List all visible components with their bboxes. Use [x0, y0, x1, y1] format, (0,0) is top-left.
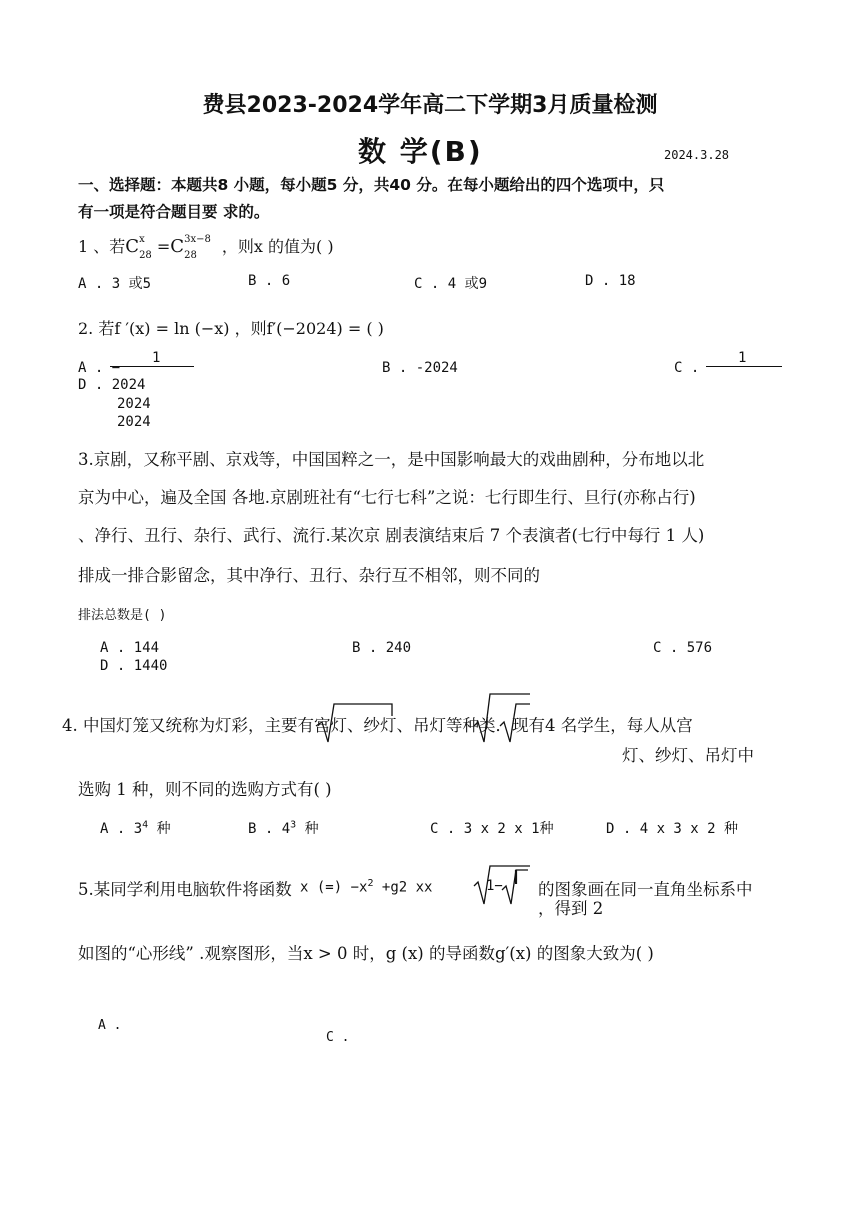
- q1-formula-c1: C: [125, 236, 140, 257]
- q2-option-c-numerator: 1: [738, 350, 747, 366]
- q1-option-d: D . 18: [585, 273, 636, 289]
- section-heading-line1: 一、选择题：本题共8 小题，每小题5 分，共40 分。在每小题给出的四个选项中，只: [78, 176, 665, 194]
- q2-option-c-denominator: 2024: [117, 414, 151, 430]
- q1-sup-a: x: [139, 234, 145, 245]
- q1-formula-c2: C: [170, 236, 185, 257]
- subject-title: 数 学(B): [358, 135, 483, 168]
- q1-option-c: C . 4 或9: [414, 276, 488, 292]
- q5-tail: 的图象画在同一直角坐标系中: [538, 880, 753, 899]
- radical-icon: [474, 694, 530, 742]
- q5-lead: 5.某同学利用电脑软件将函数: [78, 880, 292, 899]
- q4-option-c: C . 3 x 2 x 1种: [430, 821, 554, 837]
- q3-line4: 排成一排合影留念，其中净行、丑行、杂行互不相邻，则不同的: [78, 566, 540, 585]
- q1-option-a: A . 3 或5: [78, 276, 152, 292]
- q4-option-b-exponent: 3: [290, 819, 297, 831]
- radical-icon: [316, 704, 392, 742]
- q4-line2: 灯、纱灯、吊灯中: [622, 746, 754, 765]
- q2-option-c: C .: [674, 360, 700, 376]
- q4-line3: 选购 1 种，则不同的选购方式有( ): [78, 780, 332, 799]
- q5-sqrt-text: 1−: [486, 878, 503, 894]
- radical-icon: [474, 866, 530, 904]
- q4-option-b-unit: 种: [296, 821, 319, 837]
- q3-line3: 、净行、丑行、杂行、武行、流行.某次京 剧表演结束后 7 个表演者(七行中每行 1 人): [78, 526, 705, 545]
- q5-option-a: A .: [98, 1018, 122, 1033]
- q1-sub-b: 28: [184, 250, 197, 261]
- q3-option-a: A . 144: [100, 640, 160, 656]
- exam-title: 费县2023-2024学年高二下学期3月质量检测: [202, 93, 658, 118]
- q4-option-a-base: A . 3: [100, 821, 143, 837]
- q3-option-c: C . 576: [653, 640, 713, 656]
- q3-option-d: D . 1440: [100, 658, 168, 674]
- q1-tail: ，则x 的值为( ): [221, 237, 334, 256]
- q1-option-b: B . 6: [248, 273, 291, 289]
- q5-formula-part2: +g2 xx: [373, 879, 433, 896]
- q5-formula-exponent: 2: [367, 878, 374, 889]
- q4-option-a-unit: 种: [148, 821, 171, 837]
- exam-date: 2024.3.28: [664, 148, 730, 162]
- section-heading-line2: 有一项是符合题目要 求的。: [78, 203, 270, 221]
- q1-equals: =: [156, 237, 171, 256]
- q3-line1: 3.京剧，又称平剧、京戏等，中国国粹之一，是中国影响最大的戏曲剧种，分布地以北: [78, 450, 705, 469]
- q4-option-b-base: B . 4: [248, 821, 291, 837]
- q2-option-a-prefix: A . −: [78, 360, 121, 376]
- q4-line1: 4. 中国灯笼又统称为灯彩，主要有宫灯、纱灯、吊灯等种类．现有4 名学生，每人从宫: [62, 716, 693, 735]
- q2-option-a-denominator: 2024: [117, 396, 151, 412]
- q3-option-b: B . 240: [352, 640, 412, 656]
- q4-option-a-exponent: 4: [142, 819, 149, 831]
- q5-tail2: ，得到 2: [538, 899, 604, 918]
- q2-option-a-numerator: 1: [152, 350, 161, 366]
- q5-formula-part1: x (=) −x: [300, 879, 368, 896]
- q2-stem: 2. 若f ′(x) = ln (−x) ，则f′(−2024) = ( ): [78, 319, 384, 338]
- q5-option-c: C .: [326, 1030, 350, 1045]
- q4-option-d: D . 4 x 3 x 2 种: [606, 821, 739, 837]
- q1-lead: 1 、若: [78, 237, 126, 256]
- q2-option-b: B . -2024: [382, 360, 458, 376]
- q1-sub-a: 28: [139, 250, 152, 261]
- q5-line2: 如图的“心形线” .观察图形，当x > 0 时，g (x) 的导函数g′(x) 的图象大致为( ): [78, 944, 654, 963]
- q3-line5: 排法总数是( ): [78, 608, 167, 623]
- q2-option-d: D . 2024: [78, 377, 146, 393]
- q1-sup-b: 3x−8: [184, 234, 211, 245]
- q3-line2: 京为中心，遍及全国 各地.京剧班社有“七行七科”之说：七行即生行、旦行(亦称占行): [78, 488, 696, 507]
